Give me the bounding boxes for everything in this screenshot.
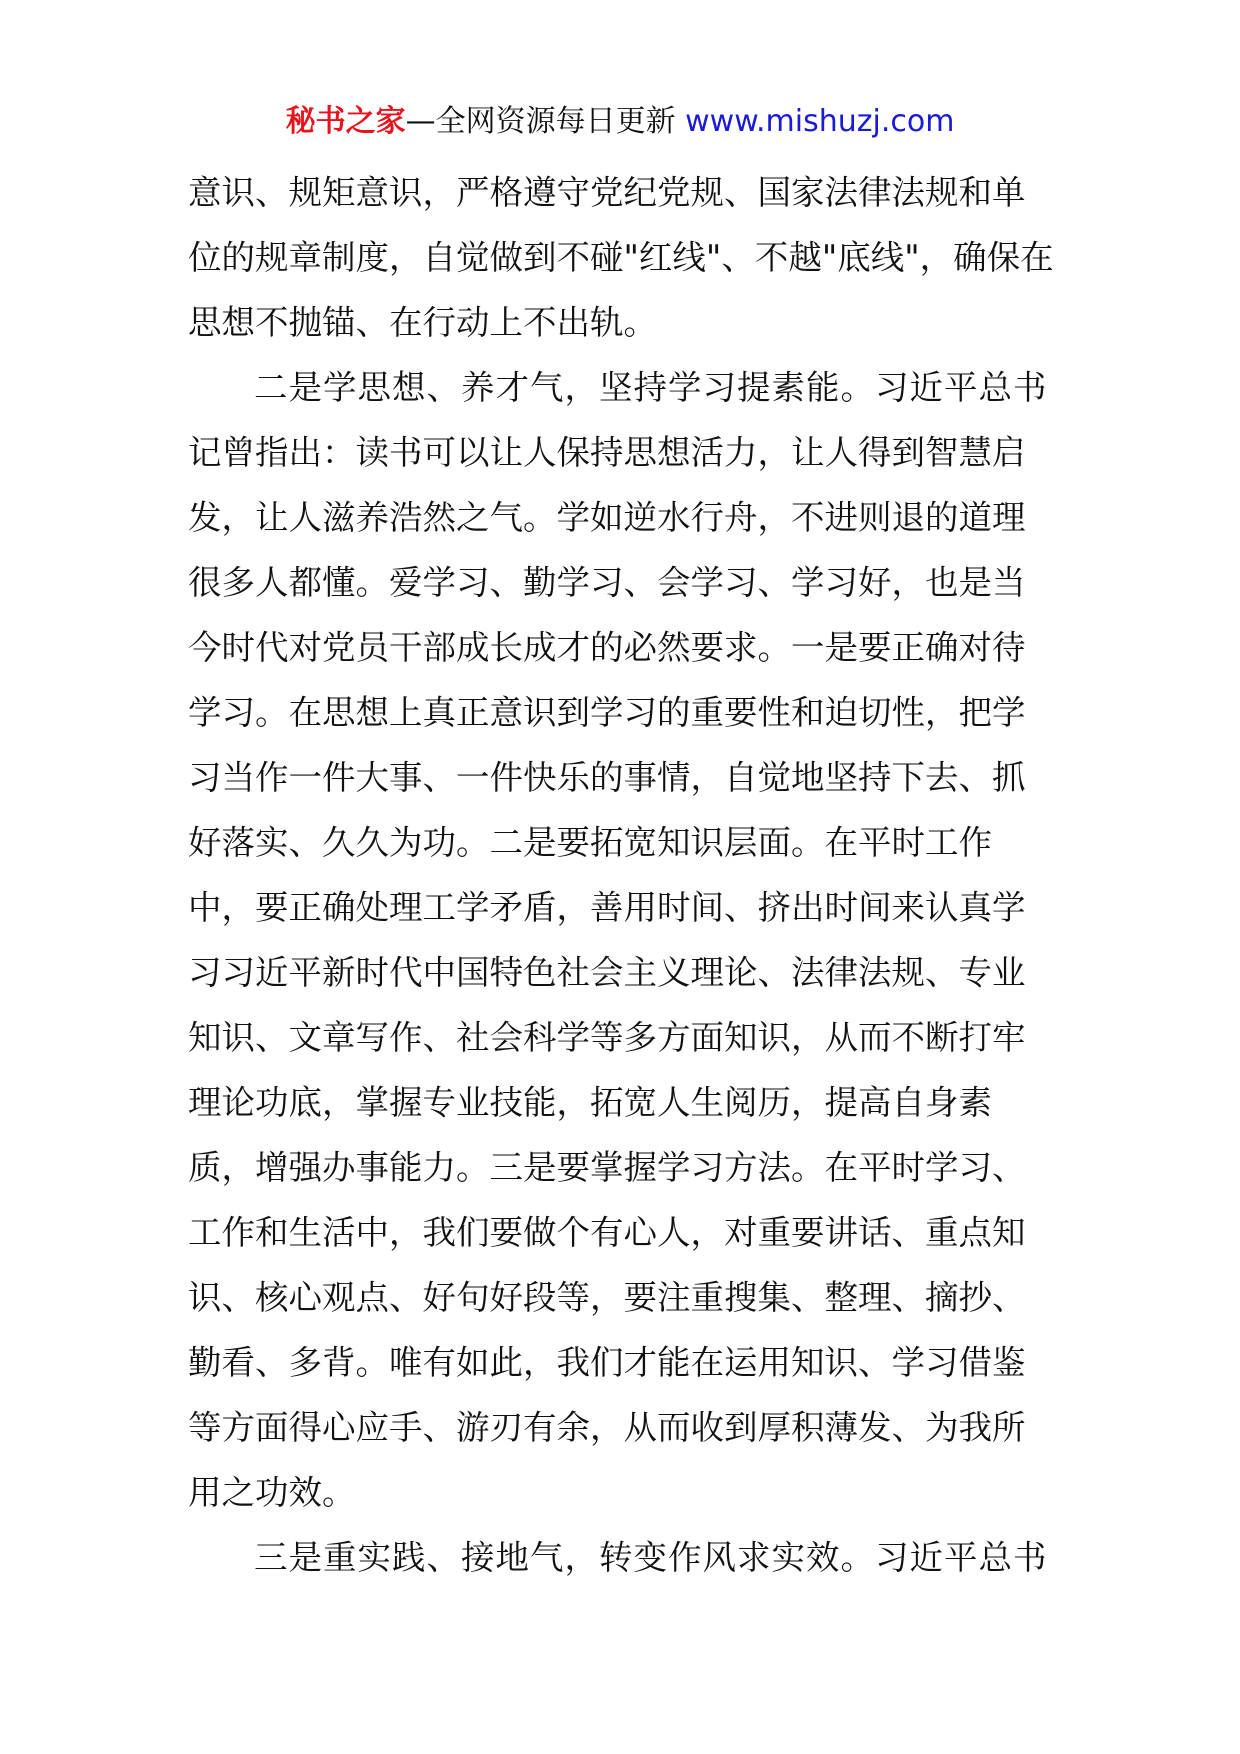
text-line: 理论功底，掌握专业技能，拓宽人生阅历，提高自身素 xyxy=(188,1083,992,1122)
text-line: 今时代对党员干部成长成才的必然要求。一是要正确对待 xyxy=(188,628,1026,667)
text-line: 记曾指出：读书可以让人保持思想活力，让人得到智慧启 xyxy=(188,433,1026,472)
text-line: 质，增强办事能力。三是要掌握学习方法。在平时学习、 xyxy=(188,1148,1026,1187)
text-line: 勤看、多背。唯有如此，我们才能在运用知识、学习借鉴 xyxy=(188,1343,1026,1382)
text-line: 位的规章制度，自觉做到不碰"红线"、不越"底线"，确保在 xyxy=(188,238,1054,277)
text-line: 识、核心观点、好句好段等，要注重搜集、整理、摘抄、 xyxy=(188,1278,1026,1317)
text-line: 工作和生活中，我们要做个有心人，对重要讲话、重点知 xyxy=(188,1213,1026,1252)
text-line: 习习近平新时代中国特色社会主义理论、法律法规、专业 xyxy=(188,953,1026,992)
text-line: 等方面得心应手、游刃有余，从而收到厚积薄发、为我所 xyxy=(188,1408,1026,1447)
text-line: 中，要正确处理工学矛盾，善用时间、挤出时间来认真学 xyxy=(188,888,1026,927)
text-line: 很多人都懂。爱学习、勤学习、会学习、学习好，也是当 xyxy=(188,563,1026,602)
text-line: 思想不抛锚、在行动上不出轨。 xyxy=(188,303,657,342)
text-line: 习当作一件大事、一件快乐的事情，自觉地坚持下去、抓 xyxy=(188,758,1026,797)
website-link[interactable]: www.mishuzj.com xyxy=(685,104,955,139)
text-line: 知识、文章写作、社会科学等多方面知识，从而不断打牢 xyxy=(188,1018,1026,1057)
text-line: 意识、规矩意识，严格遵守党纪党规、国家法律法规和单 xyxy=(188,173,1026,212)
document-body xyxy=(188,160,1068,1590)
text-line: 用之功效。 xyxy=(188,1473,356,1512)
text-line: 好落实、久久为功。二是要拓宽知识层面。在平时工作 xyxy=(188,823,992,862)
text-line: 发，让人滋养浩然之气。学如逆水行舟，不进则退的道理 xyxy=(188,498,1026,537)
text-line: 学习。在思想上真正意识到学习的重要性和迫切性，把学 xyxy=(188,693,1026,732)
brand-name: 秘书之家 xyxy=(285,104,406,139)
section-heading-line: 三是重实践、接地气，转变作风求实效。习近平总书 xyxy=(254,1538,1048,1577)
header-tagline: —全网资源每日更新 xyxy=(405,104,676,139)
section-heading-line: 二是学思想、养才气，坚持学习提素能。习近平总书 xyxy=(254,368,1048,407)
page-header xyxy=(0,100,1240,144)
